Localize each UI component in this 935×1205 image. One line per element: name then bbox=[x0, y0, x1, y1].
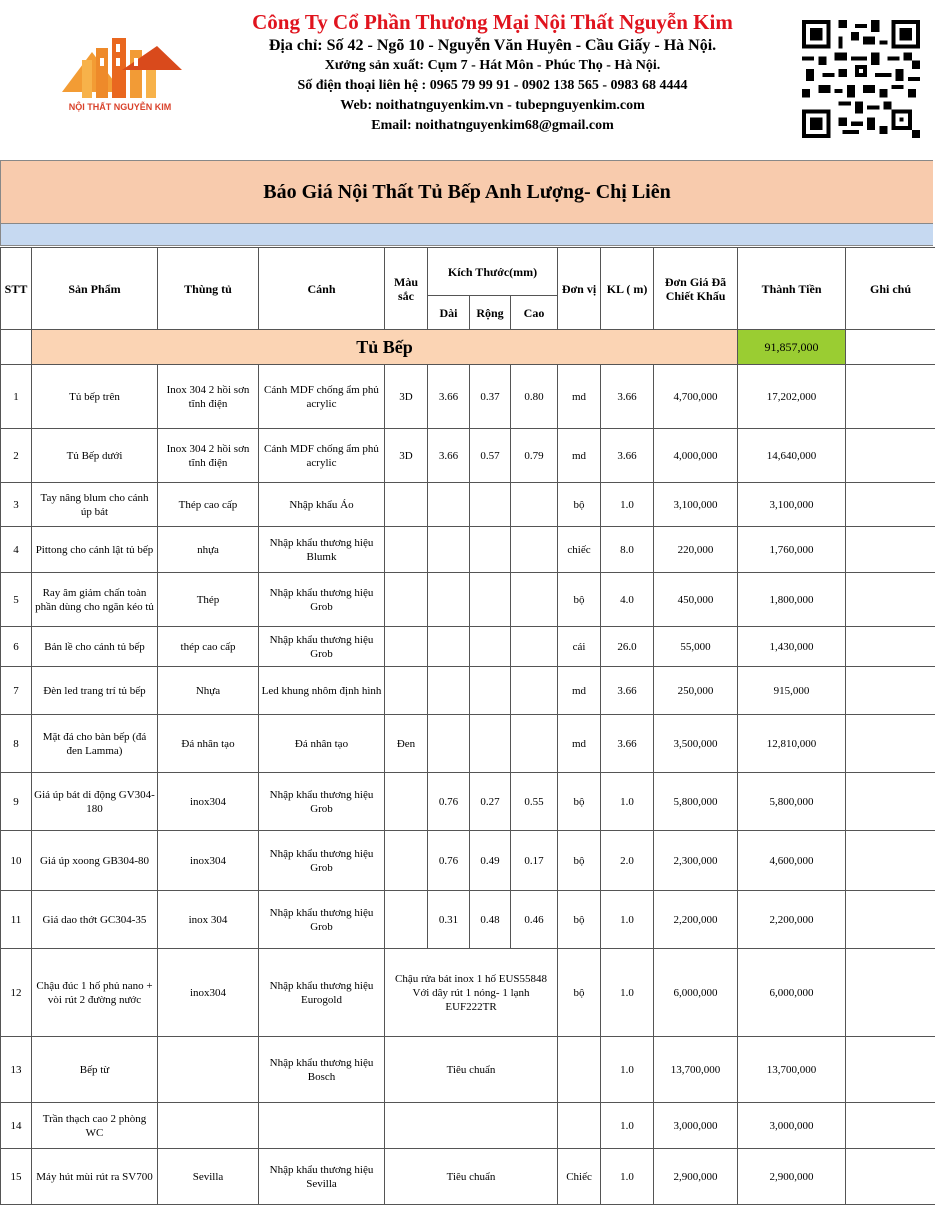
cell-note bbox=[846, 1103, 935, 1149]
cell-height: 0.79 bbox=[511, 429, 558, 483]
cell-product: Trần thạch cao 2 phòng WC bbox=[32, 1103, 158, 1149]
cell-width bbox=[470, 483, 511, 527]
cell-product: Bếp từ bbox=[32, 1037, 158, 1103]
cell-note bbox=[846, 1037, 935, 1103]
cell-product: Đèn led trang trí tủ bếp bbox=[32, 667, 158, 715]
cell-price: 5,800,000 bbox=[654, 773, 738, 831]
cell-body: nhựa bbox=[158, 527, 259, 573]
company-workshop: Xưởng sản xuất: Cụm 7 - Hát Môn - Phúc Thọ - Hà Nội. bbox=[200, 56, 785, 76]
cell-body: Nhựa bbox=[158, 667, 259, 715]
cell-width: 0.37 bbox=[470, 365, 511, 429]
cell-product: Pittong cho cánh lật tủ bếp bbox=[32, 527, 158, 573]
cell-note bbox=[846, 429, 935, 483]
cell-note bbox=[846, 949, 935, 1037]
cell-amount: 5,800,000 bbox=[738, 773, 846, 831]
cell-height bbox=[511, 573, 558, 627]
cell-amount: 4,600,000 bbox=[738, 831, 846, 891]
cell-width: 0.57 bbox=[470, 429, 511, 483]
cell-unit bbox=[558, 1037, 601, 1103]
cell-stt: 4 bbox=[1, 527, 32, 573]
cell-unit: md bbox=[558, 365, 601, 429]
cell-unit: bộ bbox=[558, 891, 601, 949]
cell-door: Nhập khẩu thương hiệu Grob bbox=[259, 831, 385, 891]
header-door: Cánh bbox=[259, 248, 385, 330]
cell-height bbox=[511, 627, 558, 667]
cell-merged-spec: Chậu rửa bát inox 1 hố EUS55848 Với dây rút 1 nóng- 1 lạnh EUF222TR bbox=[385, 949, 558, 1037]
header-qty: KL ( m) bbox=[601, 248, 654, 330]
table-row bbox=[1, 627, 935, 667]
table-row bbox=[1, 483, 935, 527]
address-value: Số 42 - Ngõ 10 - Nguyễn Văn Huyên - Cầu Giấy - Hà Nội. bbox=[327, 37, 717, 54]
section-note bbox=[846, 330, 935, 365]
cell-stt: 11 bbox=[1, 891, 32, 949]
cell-product: Bản lề cho cánh tủ bếp bbox=[32, 627, 158, 667]
cell-qty: 3.66 bbox=[601, 667, 654, 715]
table-row bbox=[1, 1037, 935, 1103]
table-row bbox=[1, 667, 935, 715]
cell-price: 450,000 bbox=[654, 573, 738, 627]
cell-unit bbox=[558, 1103, 601, 1149]
cell-stt: 14 bbox=[1, 1103, 32, 1149]
cell-body: Thép cao cấp bbox=[158, 483, 259, 527]
cell-body: Thép bbox=[158, 573, 259, 627]
cell-qty: 1.0 bbox=[601, 773, 654, 831]
cell-amount: 2,900,000 bbox=[738, 1149, 846, 1205]
cell-unit: md bbox=[558, 429, 601, 483]
cell-color bbox=[385, 573, 428, 627]
cell-amount: 1,430,000 bbox=[738, 627, 846, 667]
cell-stt: 8 bbox=[1, 715, 32, 773]
cell-note bbox=[846, 627, 935, 667]
cell-amount: 3,000,000 bbox=[738, 1103, 846, 1149]
cell-merged-spec bbox=[385, 1103, 558, 1149]
document-header bbox=[0, 0, 935, 160]
cell-height bbox=[511, 667, 558, 715]
cell-length bbox=[428, 527, 470, 573]
cell-door: Nhập khẩu thương hiệu Sevilla bbox=[259, 1149, 385, 1205]
cell-width bbox=[470, 573, 511, 627]
cell-note bbox=[846, 365, 935, 429]
company-name: Công Ty Cổ Phần Thương Mại Nội Thất Nguyễn Kim bbox=[200, 8, 785, 36]
cell-qty: 3.66 bbox=[601, 715, 654, 773]
cell-door: Nhập khẩu thương hiệu Bosch bbox=[259, 1037, 385, 1103]
cell-price: 2,200,000 bbox=[654, 891, 738, 949]
cell-body: thép cao cấp bbox=[158, 627, 259, 667]
cell-note bbox=[846, 715, 935, 773]
cell-merged-spec: Tiêu chuẩn bbox=[385, 1149, 558, 1205]
cell-note bbox=[846, 667, 935, 715]
cell-width bbox=[470, 667, 511, 715]
table-row bbox=[1, 365, 935, 429]
cell-door: Nhập khẩu thương hiệu Grob bbox=[259, 773, 385, 831]
cell-qty: 26.0 bbox=[601, 627, 654, 667]
cell-note bbox=[846, 1149, 935, 1205]
cell-color bbox=[385, 831, 428, 891]
cell-stt: 15 bbox=[1, 1149, 32, 1205]
cell-door: Cánh MDF chống ẩm phủ acrylic bbox=[259, 365, 385, 429]
cell-length: 3.66 bbox=[428, 365, 470, 429]
header-size: Kích Thước(mm) bbox=[428, 248, 558, 296]
cell-product: Mặt đá cho bàn bếp (đá đen Lamma) bbox=[32, 715, 158, 773]
cell-body: inox304 bbox=[158, 949, 259, 1037]
cell-qty: 2.0 bbox=[601, 831, 654, 891]
table-row bbox=[1, 1149, 935, 1205]
cell-width bbox=[470, 715, 511, 773]
header-unit: Đơn vị bbox=[558, 248, 601, 330]
cell-color bbox=[385, 667, 428, 715]
cell-height bbox=[511, 483, 558, 527]
cell-length bbox=[428, 715, 470, 773]
cell-product: Giá úp xoong GB304-80 bbox=[32, 831, 158, 891]
section-row bbox=[1, 330, 935, 365]
cell-unit: Chiếc bbox=[558, 1149, 601, 1205]
cell-product: Ray âm giảm chấn toàn phần dùng cho ngăn kéo tủ bbox=[32, 573, 158, 627]
cell-body bbox=[158, 1103, 259, 1149]
cell-width: 0.27 bbox=[470, 773, 511, 831]
cell-width: 0.48 bbox=[470, 891, 511, 949]
cell-price: 3,100,000 bbox=[654, 483, 738, 527]
cell-qty: 4.0 bbox=[601, 573, 654, 627]
cell-body: Inox 304 2 hồi sơn tĩnh điện bbox=[158, 365, 259, 429]
cell-unit: md bbox=[558, 667, 601, 715]
cell-price: 3,000,000 bbox=[654, 1103, 738, 1149]
company-email: Email: noithatnguyenkim68@gmail.com bbox=[200, 116, 785, 136]
cell-width: 0.49 bbox=[470, 831, 511, 891]
cell-amount: 13,700,000 bbox=[738, 1037, 846, 1103]
section-label: Tủ Bếp bbox=[32, 330, 738, 365]
cell-unit: md bbox=[558, 715, 601, 773]
cell-door: Nhập khẩu thương hiệu Grob bbox=[259, 573, 385, 627]
cell-product: Tay nâng blum cho cánh úp bát bbox=[32, 483, 158, 527]
cell-qty: 3.66 bbox=[601, 429, 654, 483]
cell-stt: 10 bbox=[1, 831, 32, 891]
cell-length bbox=[428, 483, 470, 527]
section-total: 91,857,000 bbox=[738, 330, 846, 365]
section-blank bbox=[1, 330, 32, 365]
cell-length: 3.66 bbox=[428, 429, 470, 483]
header-width: Rộng bbox=[470, 296, 511, 330]
cell-amount: 17,202,000 bbox=[738, 365, 846, 429]
cell-length bbox=[428, 667, 470, 715]
cell-color bbox=[385, 483, 428, 527]
cell-note bbox=[846, 773, 935, 831]
quote-title: Báo Giá Nội Thất Tủ Bếp Anh Lượng- Chị Liên bbox=[0, 160, 933, 224]
cell-length bbox=[428, 573, 470, 627]
cell-qty: 3.66 bbox=[601, 365, 654, 429]
cell-amount: 2,200,000 bbox=[738, 891, 846, 949]
cell-unit: cái bbox=[558, 627, 601, 667]
cell-door: Nhập khẩu thương hiệu Grob bbox=[259, 891, 385, 949]
cell-door: Led khung nhôm định hình bbox=[259, 667, 385, 715]
cell-unit: chiếc bbox=[558, 527, 601, 573]
cell-color: 3D bbox=[385, 365, 428, 429]
cell-stt: 13 bbox=[1, 1037, 32, 1103]
cell-price: 6,000,000 bbox=[654, 949, 738, 1037]
table-row bbox=[1, 715, 935, 773]
logo-text: NỘI THẤT NGUYỄN KIM bbox=[55, 102, 185, 112]
cell-amount: 1,760,000 bbox=[738, 527, 846, 573]
cell-stt: 9 bbox=[1, 773, 32, 831]
cell-body: Đá nhân tạo bbox=[158, 715, 259, 773]
company-web: Web: noithatnguyenkim.vn - tubepnguyenkim.com bbox=[200, 96, 785, 116]
header-height: Cao bbox=[511, 296, 558, 330]
cell-qty: 1.0 bbox=[601, 1103, 654, 1149]
cell-height bbox=[511, 527, 558, 573]
cell-door: Đá nhân tạo bbox=[259, 715, 385, 773]
cell-color: Đen bbox=[385, 715, 428, 773]
cell-height: 0.55 bbox=[511, 773, 558, 831]
cell-door: Nhập khẩu Áo bbox=[259, 483, 385, 527]
cell-price: 250,000 bbox=[654, 667, 738, 715]
cell-stt: 3 bbox=[1, 483, 32, 527]
cell-color bbox=[385, 773, 428, 831]
cell-amount: 6,000,000 bbox=[738, 949, 846, 1037]
cell-amount: 915,000 bbox=[738, 667, 846, 715]
cell-product: Chậu đúc 1 hố phủ nano + vòi rút 2 đường nước bbox=[32, 949, 158, 1037]
cell-price: 2,900,000 bbox=[654, 1149, 738, 1205]
cell-unit: bộ bbox=[558, 831, 601, 891]
table-row bbox=[1, 949, 935, 1037]
cell-note bbox=[846, 527, 935, 573]
blue-spacer-band bbox=[0, 224, 933, 246]
header-product: Sản Phẩm bbox=[32, 248, 158, 330]
table-row bbox=[1, 429, 935, 483]
cell-width bbox=[470, 527, 511, 573]
cell-color bbox=[385, 627, 428, 667]
cell-door: Nhập khẩu thương hiệu Eurogold bbox=[259, 949, 385, 1037]
cell-note bbox=[846, 573, 935, 627]
cell-height: 0.80 bbox=[511, 365, 558, 429]
cell-note bbox=[846, 483, 935, 527]
cell-price: 3,500,000 bbox=[654, 715, 738, 773]
cell-door bbox=[259, 1103, 385, 1149]
cell-stt: 6 bbox=[1, 627, 32, 667]
cell-product: Máy hút mùi rút ra SV700 bbox=[32, 1149, 158, 1205]
cell-color: 3D bbox=[385, 429, 428, 483]
company-info bbox=[200, 8, 785, 136]
cell-height: 0.46 bbox=[511, 891, 558, 949]
cell-length: 0.31 bbox=[428, 891, 470, 949]
cell-note bbox=[846, 891, 935, 949]
cell-unit: bộ bbox=[558, 949, 601, 1037]
cell-color bbox=[385, 891, 428, 949]
cell-price: 55,000 bbox=[654, 627, 738, 667]
cell-door: Cánh MDF chống ẩm phủ acrylic bbox=[259, 429, 385, 483]
table-row bbox=[1, 527, 935, 573]
cell-product: Giá úp bát di động GV304-180 bbox=[32, 773, 158, 831]
cell-stt: 5 bbox=[1, 573, 32, 627]
table-row bbox=[1, 773, 935, 831]
cell-body: Sevilla bbox=[158, 1149, 259, 1205]
header-color: Màu sắc bbox=[385, 248, 428, 330]
table-row bbox=[1, 831, 935, 891]
header-row bbox=[1, 248, 935, 296]
cell-unit: bộ bbox=[558, 773, 601, 831]
cell-door: Nhập khẩu thương hiệu Grob bbox=[259, 627, 385, 667]
cell-unit: bộ bbox=[558, 573, 601, 627]
qr-code-icon bbox=[802, 20, 920, 138]
header-note: Ghi chú bbox=[846, 248, 935, 330]
cell-amount: 1,800,000 bbox=[738, 573, 846, 627]
cell-amount: 14,640,000 bbox=[738, 429, 846, 483]
cell-qty: 1.0 bbox=[601, 1037, 654, 1103]
cell-price: 220,000 bbox=[654, 527, 738, 573]
header-amount: Thành Tiền bbox=[738, 248, 846, 330]
cell-qty: 1.0 bbox=[601, 483, 654, 527]
table-row bbox=[1, 891, 935, 949]
cell-length: 0.76 bbox=[428, 773, 470, 831]
cell-note bbox=[846, 831, 935, 891]
cell-merged-spec: Tiêu chuẩn bbox=[385, 1037, 558, 1103]
cell-qty: 1.0 bbox=[601, 949, 654, 1037]
cell-price: 4,700,000 bbox=[654, 365, 738, 429]
header-length: Dài bbox=[428, 296, 470, 330]
company-address bbox=[200, 36, 785, 56]
cell-height: 0.17 bbox=[511, 831, 558, 891]
cell-qty: 1.0 bbox=[601, 1149, 654, 1205]
cell-stt: 12 bbox=[1, 949, 32, 1037]
address-label: Địa chỉ: bbox=[269, 37, 323, 54]
cell-length: 0.76 bbox=[428, 831, 470, 891]
cell-height bbox=[511, 715, 558, 773]
cell-body bbox=[158, 1037, 259, 1103]
cell-width bbox=[470, 627, 511, 667]
cell-qty: 1.0 bbox=[601, 891, 654, 949]
cell-body: inox304 bbox=[158, 773, 259, 831]
header-body: Thùng tủ bbox=[158, 248, 259, 330]
company-phone: Số điện thoại liên hệ : 0965 79 99 91 - 0902 138 565 - 0983 68 4444 bbox=[200, 76, 785, 96]
cell-stt: 2 bbox=[1, 429, 32, 483]
cell-length bbox=[428, 627, 470, 667]
cell-amount: 12,810,000 bbox=[738, 715, 846, 773]
cell-price: 4,000,000 bbox=[654, 429, 738, 483]
cell-product: Tủ Bếp dưới bbox=[32, 429, 158, 483]
cell-door: Nhập khẩu thương hiệu Blumk bbox=[259, 527, 385, 573]
cell-body: inox304 bbox=[158, 831, 259, 891]
cell-stt: 7 bbox=[1, 667, 32, 715]
cell-product: Tủ bếp trên bbox=[32, 365, 158, 429]
cell-product: Giá dao thớt GC304-35 bbox=[32, 891, 158, 949]
table-row bbox=[1, 573, 935, 627]
cell-price: 2,300,000 bbox=[654, 831, 738, 891]
cell-price: 13,700,000 bbox=[654, 1037, 738, 1103]
cell-unit: bộ bbox=[558, 483, 601, 527]
table-row bbox=[1, 1103, 935, 1149]
cell-body: inox 304 bbox=[158, 891, 259, 949]
cell-color bbox=[385, 527, 428, 573]
cell-qty: 8.0 bbox=[601, 527, 654, 573]
header-stt: STT bbox=[1, 248, 32, 330]
cell-stt: 1 bbox=[1, 365, 32, 429]
quote-table bbox=[0, 247, 935, 1205]
cell-body: Inox 304 2 hồi sơn tĩnh điện bbox=[158, 429, 259, 483]
header-price: Đơn Giá Đã Chiết Khấu bbox=[654, 248, 738, 330]
cell-amount: 3,100,000 bbox=[738, 483, 846, 527]
